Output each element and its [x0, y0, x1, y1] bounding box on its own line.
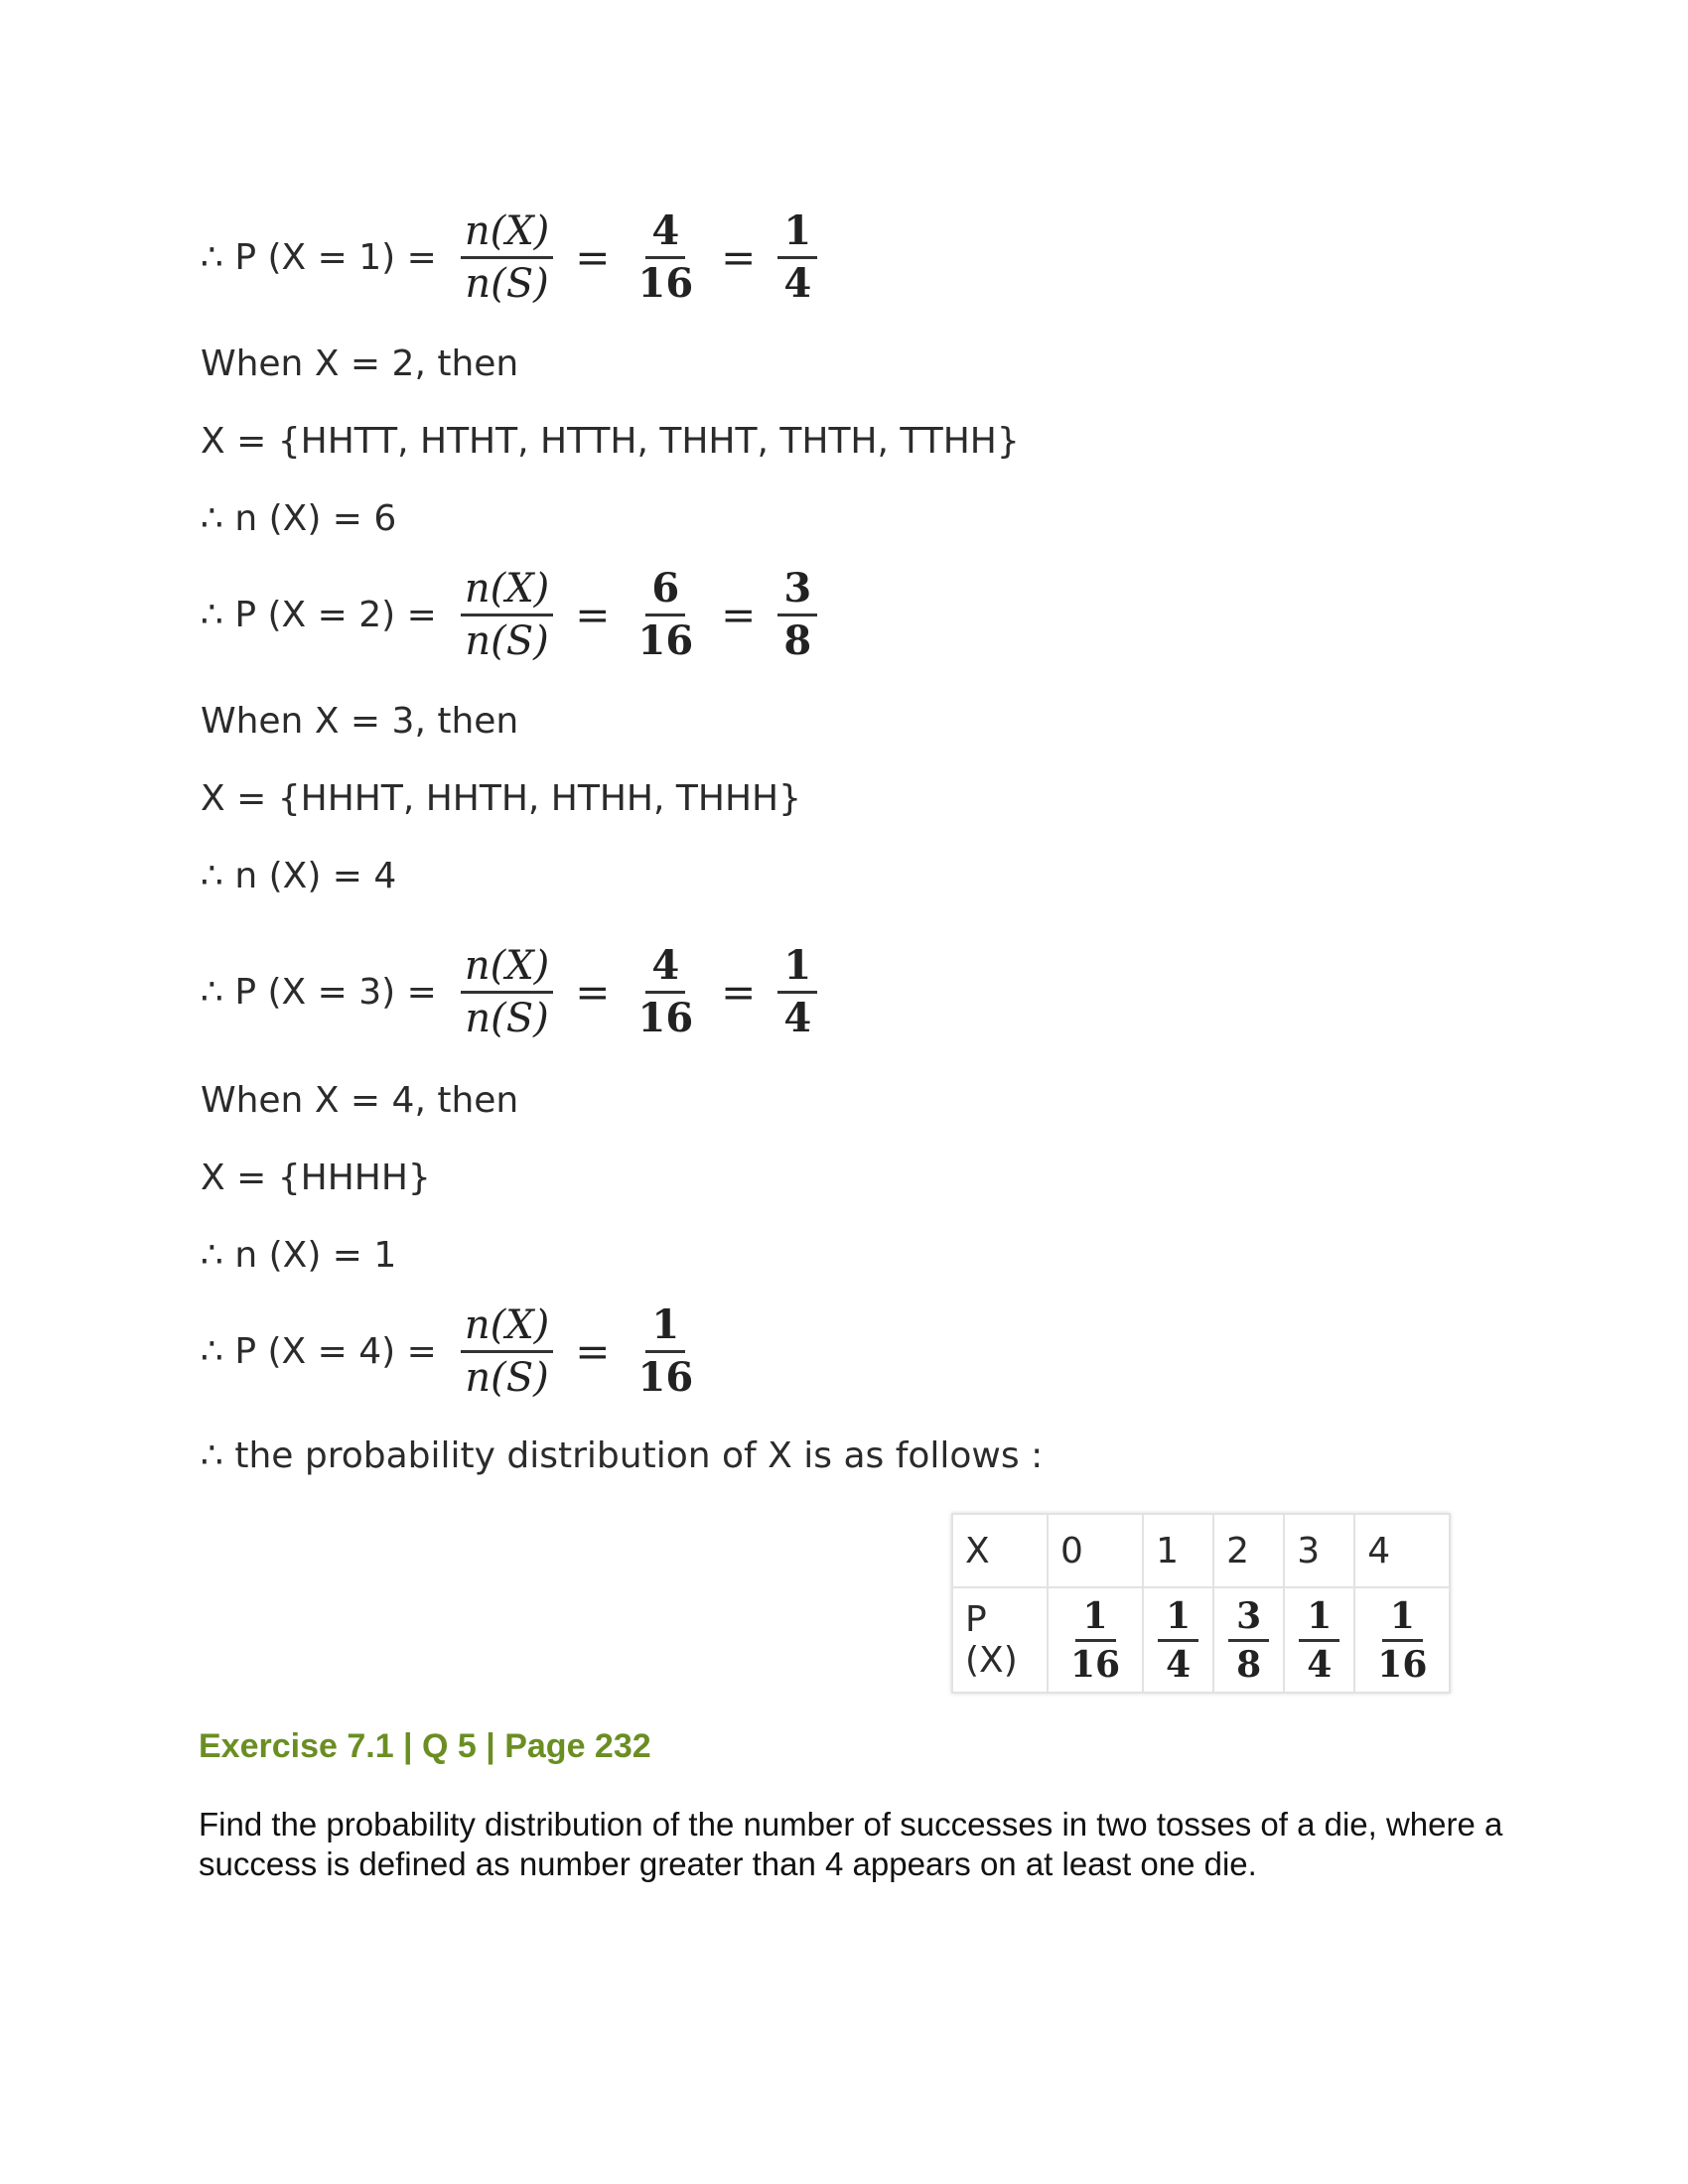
table-cell: 1: [1143, 1514, 1213, 1587]
equation-lhs: ∴ P (X = 3) =: [201, 972, 437, 1013]
table-cell: 3: [1284, 1514, 1354, 1587]
table-cell: [1284, 1587, 1354, 1693]
text-line: X = {HHTT, HTHT, HTTH, THHT, THTH, TTHH}: [201, 421, 1020, 462]
table-cell: [1143, 1587, 1213, 1693]
equals-sign: =: [721, 233, 757, 282]
fraction: $\frac{1}{4}$: [777, 206, 817, 309]
text-line: X = {HHHT, HHTH, HTHH, THHH}: [201, 778, 801, 819]
equation-p-x-3: [201, 941, 827, 1043]
text-line: ∴ n (X) = 1: [201, 1235, 397, 1276]
fraction-nx-over-ns: $\frac{n(X)}{n(S)}$: [461, 1300, 553, 1403]
table-cell: [1048, 1587, 1143, 1693]
table-cell: 0: [1048, 1514, 1143, 1587]
table-cell: 4: [1354, 1514, 1450, 1587]
fraction: $\frac{1}{4}$: [1158, 1593, 1198, 1688]
fraction: $\frac{4}{16}$: [637, 207, 694, 307]
fraction: $\frac{4}{16}$: [637, 942, 694, 1041]
table-row: [952, 1514, 1450, 1587]
equals-sign: =: [575, 968, 611, 1017]
fraction: $\frac{1}{4}$: [777, 941, 817, 1043]
equation-p-x-1: [201, 206, 827, 309]
equation-lhs: ∴ P (X = 4) =: [201, 1331, 437, 1372]
fraction: $\frac{1}{16}$: [637, 1301, 694, 1401]
text-line: ∴ n (X) = 4: [201, 856, 397, 896]
table-row: [952, 1587, 1450, 1693]
conclusion-text: ∴ the probability distribution of X is as follows :: [201, 1435, 1044, 1476]
question-text: Find the probability distribution of the number of successes in two tosses of a die, where a success is defined as number greater than 4 appears on at least one die.: [199, 1806, 1503, 1882]
text-line: When X = 3, then: [201, 701, 519, 742]
fraction-nx-over-ns: $\frac{n(X)}{n(S)}$: [461, 564, 553, 666]
text-line: X = {HHHH}: [201, 1158, 431, 1198]
fraction: $\frac{1}{16}$: [1070, 1594, 1121, 1686]
table-cell: [1354, 1587, 1450, 1693]
fraction: $\frac{3}{8}$: [777, 564, 817, 666]
equation-lhs: ∴ P (X = 1) =: [201, 237, 437, 278]
table-header-x: X: [952, 1514, 1048, 1587]
equals-sign: =: [721, 591, 757, 639]
exercise-heading: Exercise 7.1 | Q 5 | Page 232: [199, 1727, 651, 1765]
table-header-px: P (X): [952, 1587, 1048, 1693]
fraction-nx-over-ns: $\frac{n(X)}{n(S)}$: [461, 206, 553, 309]
fraction: $\frac{6}{16}$: [637, 565, 694, 664]
table-cell: 2: [1213, 1514, 1284, 1587]
text-line: When X = 2, then: [201, 343, 519, 384]
fraction: $\frac{1}{4}$: [1299, 1593, 1339, 1688]
equals-sign: =: [575, 233, 611, 282]
equation-p-x-2: [201, 564, 827, 666]
fraction-nx-over-ns: $\frac{n(X)}{n(S)}$: [461, 941, 553, 1043]
fraction: $\frac{1}{16}$: [1377, 1594, 1428, 1686]
text-line: ∴ n (X) = 6: [201, 498, 397, 539]
fraction: $\frac{3}{8}$: [1228, 1593, 1269, 1688]
equals-sign: =: [575, 1327, 611, 1376]
equals-sign: =: [575, 591, 611, 639]
probability-distribution-table: [951, 1513, 1451, 1694]
table-cell: [1213, 1587, 1284, 1693]
text-line: When X = 4, then: [201, 1080, 519, 1121]
equals-sign: =: [721, 968, 757, 1017]
equation-lhs: ∴ P (X = 2) =: [201, 595, 437, 635]
equation-p-x-4: [201, 1300, 709, 1403]
